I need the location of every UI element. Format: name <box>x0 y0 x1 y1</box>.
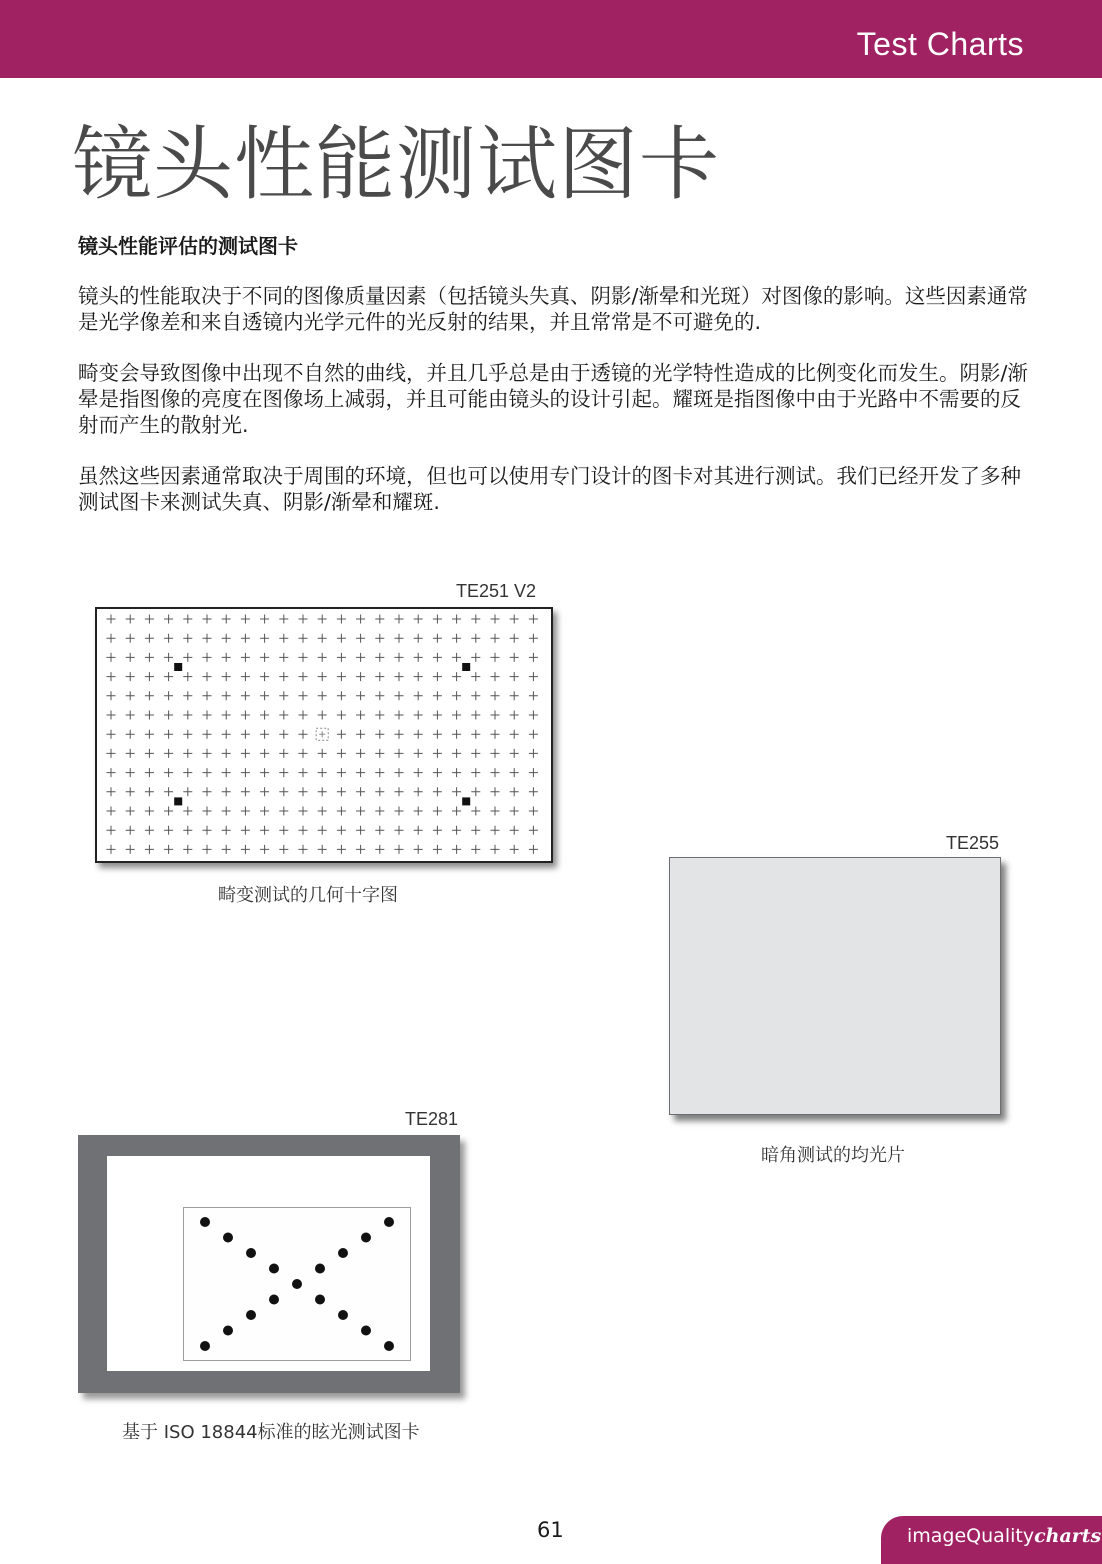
distortion-grid-chart-image <box>95 607 553 863</box>
page-number: 61 <box>537 1518 564 1542</box>
cross-grid-graphic <box>97 609 551 861</box>
brand-logo-text: imageQualitycharts <box>907 1525 1102 1547</box>
paragraph: 畸变会导致图像中出现不自然的曲线，并且几乎总是由于透镜的光学特性造成的比例变化而发生。阴影/渐晕是指图像的亮度在图像场上减弱，并且可能由镜头的设计引起。耀斑是指图像中由于光路中不需要的反射而产生的散射光. <box>78 361 1028 437</box>
brand-logo <box>881 1516 1102 1564</box>
header-band <box>0 0 1102 78</box>
chart-code-te255: TE255 <box>946 833 1000 853</box>
caption-te255: 暗角测试的均光片 <box>761 1145 905 1166</box>
paragraph: 镜头的性能取决于不同的图像质量因素（包括镜头失真、阴影/渐晕和光斑）对图像的影响。这些因素通常是光学像差和来自透镜内光学元件的光反射的结果，并且常常是不可避免的. <box>78 284 1028 334</box>
glare-chart-white-field <box>107 1156 430 1371</box>
glare-chart-inner-field <box>183 1207 411 1361</box>
glare-dot-pattern <box>184 1208 410 1360</box>
paragraph: 虽然这些因素通常取决于周围的环境，但也可以使用专门设计的图卡对其进行测试。我们已经开发了多种测试图卡来测试失真、阴影/渐晕和耀斑. <box>78 464 1021 514</box>
caption-te281: 基于 ISO 18844标准的眩光测试图卡 <box>122 1422 420 1443</box>
vignetting-flat-field-chart-image <box>669 857 1001 1115</box>
page-title: 镜头性能测试图卡 <box>72 118 720 211</box>
caption-te251: 畸变测试的几何十字图 <box>218 885 398 906</box>
chart-code-te251: TE251 V2 <box>456 581 537 601</box>
chart-code-te281: TE281 <box>405 1109 459 1129</box>
header-title: Test Charts <box>856 26 1024 62</box>
section-heading: 镜头性能评估的测试图卡 <box>78 234 298 258</box>
glare-chart-image <box>78 1135 460 1393</box>
